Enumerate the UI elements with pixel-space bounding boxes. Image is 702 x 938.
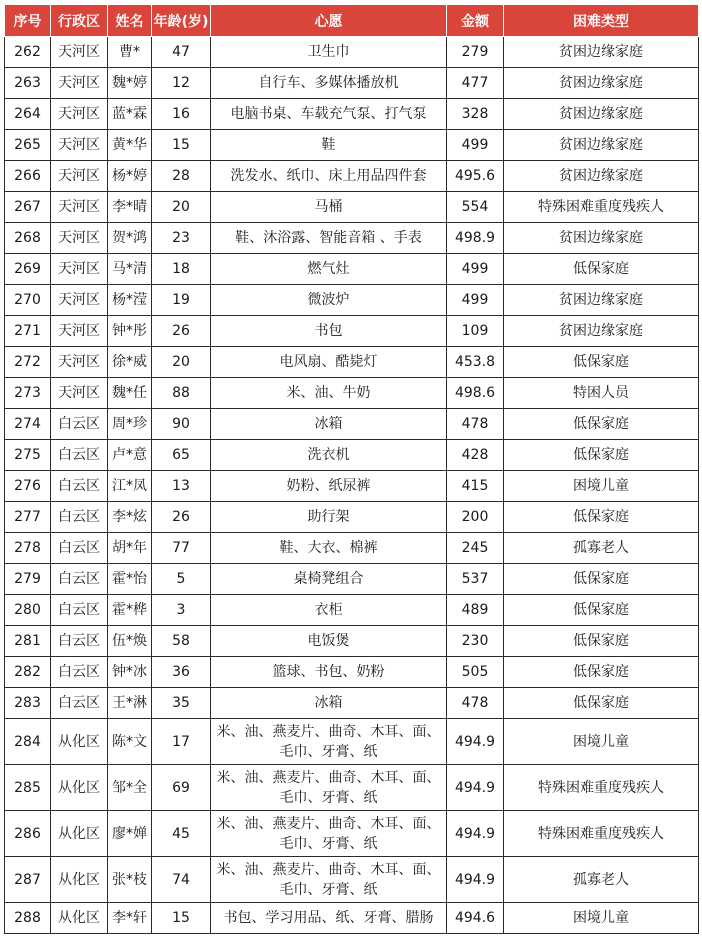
header-hardship-type: 困难类型 [504,5,699,37]
cell-amount: 478 [447,409,504,440]
cell-district: 从化区 [51,903,108,934]
header-amount: 金额 [447,5,504,37]
cell-hardship-type: 特殊困难重度残疾人 [504,192,699,223]
cell-district: 天河区 [51,37,108,68]
cell-hardship-type: 贫困边缘家庭 [504,130,699,161]
header-district: 行政区 [51,5,108,37]
cell-district: 白云区 [51,688,108,719]
cell-name: 蓝*霖 [108,99,152,130]
cell-amount: 477 [447,68,504,99]
cell-age: 15 [152,903,211,934]
cell-hardship-type: 困境儿童 [504,471,699,502]
table-row [5,502,699,533]
cell-district: 天河区 [51,161,108,192]
cell-wish: 电风扇、酷毙灯 [211,347,447,378]
cell-age: 16 [152,99,211,130]
cell-wish: 冰箱 [211,409,447,440]
cell-name: 周*珍 [108,409,152,440]
cell-amount: 415 [447,471,504,502]
cell-id: 288 [5,903,51,934]
table-row [5,378,699,409]
cell-district: 天河区 [51,223,108,254]
cell-age: 20 [152,347,211,378]
cell-district: 天河区 [51,68,108,99]
cell-age: 65 [152,440,211,471]
wish-list-table-container [4,4,698,934]
cell-amount: 554 [447,192,504,223]
table-row [5,285,699,316]
cell-age: 19 [152,285,211,316]
table-row [5,409,699,440]
cell-id: 284 [5,719,51,765]
cell-id: 269 [5,254,51,285]
cell-hardship-type: 贫困边缘家庭 [504,223,699,254]
cell-amount: 478 [447,688,504,719]
wish-list-table [4,4,699,934]
cell-district: 白云区 [51,595,108,626]
table-row [5,765,699,811]
cell-hardship-type: 贫困边缘家庭 [504,99,699,130]
table-row [5,533,699,564]
cell-name: 李*轩 [108,903,152,934]
cell-age: 17 [152,719,211,765]
cell-id: 271 [5,316,51,347]
cell-age: 5 [152,564,211,595]
cell-hardship-type: 低保家庭 [504,440,699,471]
cell-wish: 米、油、燕麦片、曲奇、木耳、面、毛巾、牙膏、纸 [211,857,447,903]
cell-district: 白云区 [51,626,108,657]
cell-age: 47 [152,37,211,68]
cell-wish: 洗衣机 [211,440,447,471]
cell-amount: 494.9 [447,765,504,811]
cell-amount: 505 [447,657,504,688]
cell-name: 魏*婷 [108,68,152,99]
cell-wish: 篮球、书包、奶粉 [211,657,447,688]
cell-amount: 495.6 [447,161,504,192]
cell-id: 268 [5,223,51,254]
cell-age: 58 [152,626,211,657]
cell-amount: 453.8 [447,347,504,378]
cell-age: 90 [152,409,211,440]
cell-district: 从化区 [51,765,108,811]
table-row [5,595,699,626]
cell-amount: 494.9 [447,719,504,765]
cell-name: 胡*年 [108,533,152,564]
header-name: 姓名 [108,5,152,37]
cell-wish: 米、油、燕麦片、曲奇、木耳、面、毛巾、牙膏、纸 [211,765,447,811]
cell-age: 69 [152,765,211,811]
cell-hardship-type: 贫困边缘家庭 [504,68,699,99]
cell-wish: 洗发水、纸巾、床上用品四件套 [211,161,447,192]
cell-id: 266 [5,161,51,192]
cell-id: 263 [5,68,51,99]
cell-district: 天河区 [51,347,108,378]
table-row [5,130,699,161]
cell-wish: 鞋 [211,130,447,161]
cell-age: 26 [152,502,211,533]
cell-id: 273 [5,378,51,409]
cell-amount: 245 [447,533,504,564]
cell-name: 卢*意 [108,440,152,471]
table-row [5,626,699,657]
cell-id: 276 [5,471,51,502]
cell-hardship-type: 低保家庭 [504,502,699,533]
cell-hardship-type: 特殊困难重度残疾人 [504,765,699,811]
cell-name: 廖*婵 [108,811,152,857]
cell-hardship-type: 贫困边缘家庭 [504,37,699,68]
cell-age: 23 [152,223,211,254]
cell-id: 277 [5,502,51,533]
cell-id: 272 [5,347,51,378]
cell-wish: 马桶 [211,192,447,223]
cell-wish: 奶粉、纸尿裤 [211,471,447,502]
cell-id: 281 [5,626,51,657]
cell-district: 天河区 [51,192,108,223]
cell-name: 张*枝 [108,857,152,903]
cell-wish: 桌椅凳组合 [211,564,447,595]
cell-district: 天河区 [51,285,108,316]
table-row [5,471,699,502]
table-row [5,857,699,903]
cell-district: 天河区 [51,316,108,347]
cell-amount: 499 [447,130,504,161]
cell-hardship-type: 贫困边缘家庭 [504,316,699,347]
cell-age: 36 [152,657,211,688]
cell-wish: 卫生巾 [211,37,447,68]
cell-amount: 200 [447,502,504,533]
table-row [5,811,699,857]
cell-name: 曹* [108,37,152,68]
cell-amount: 109 [447,316,504,347]
cell-hardship-type: 低保家庭 [504,657,699,688]
cell-hardship-type: 特殊困难重度残疾人 [504,811,699,857]
cell-amount: 279 [447,37,504,68]
cell-id: 262 [5,37,51,68]
cell-id: 278 [5,533,51,564]
header-wish: 心愿 [211,5,447,37]
cell-name: 陈*文 [108,719,152,765]
cell-id: 286 [5,811,51,857]
cell-age: 12 [152,68,211,99]
table-row [5,316,699,347]
cell-district: 白云区 [51,502,108,533]
cell-name: 霍*桦 [108,595,152,626]
cell-age: 15 [152,130,211,161]
table-row [5,719,699,765]
cell-district: 白云区 [51,657,108,688]
table-row [5,657,699,688]
cell-id: 274 [5,409,51,440]
cell-hardship-type: 困境儿童 [504,903,699,934]
cell-hardship-type: 特困人员 [504,378,699,409]
cell-wish: 助行架 [211,502,447,533]
cell-name: 魏*任 [108,378,152,409]
cell-district: 白云区 [51,471,108,502]
cell-hardship-type: 贫困边缘家庭 [504,285,699,316]
cell-wish: 米、油、燕麦片、曲奇、木耳、面、毛巾、牙膏、纸 [211,811,447,857]
header-id: 序号 [5,5,51,37]
cell-hardship-type: 孤寡老人 [504,533,699,564]
cell-district: 白云区 [51,440,108,471]
cell-id: 280 [5,595,51,626]
table-row [5,440,699,471]
cell-name: 杨*婷 [108,161,152,192]
table-row [5,223,699,254]
cell-age: 28 [152,161,211,192]
cell-id: 264 [5,99,51,130]
cell-amount: 499 [447,254,504,285]
cell-age: 74 [152,857,211,903]
header-age: 年龄(岁) [152,5,211,37]
cell-amount: 498.9 [447,223,504,254]
cell-wish: 衣柜 [211,595,447,626]
table-row [5,68,699,99]
cell-district: 天河区 [51,130,108,161]
cell-id: 283 [5,688,51,719]
cell-wish: 书包 [211,316,447,347]
cell-district: 白云区 [51,564,108,595]
cell-id: 270 [5,285,51,316]
cell-district: 天河区 [51,254,108,285]
cell-wish: 鞋、大衣、棉裤 [211,533,447,564]
cell-name: 伍*焕 [108,626,152,657]
cell-age: 20 [152,192,211,223]
cell-hardship-type: 低保家庭 [504,409,699,440]
cell-wish: 书包、学习用品、纸、牙膏、腊肠 [211,903,447,934]
cell-name: 钟*冰 [108,657,152,688]
cell-wish: 米、油、燕麦片、曲奇、木耳、面、毛巾、牙膏、纸 [211,719,447,765]
cell-name: 李*炫 [108,502,152,533]
cell-wish: 米、油、牛奶 [211,378,447,409]
cell-name: 王*淋 [108,688,152,719]
table-row [5,688,699,719]
cell-hardship-type: 困境儿童 [504,719,699,765]
cell-name: 钟*彤 [108,316,152,347]
table-row [5,192,699,223]
cell-amount: 489 [447,595,504,626]
cell-amount: 498.6 [447,378,504,409]
cell-amount: 494.9 [447,857,504,903]
cell-age: 35 [152,688,211,719]
cell-id: 282 [5,657,51,688]
cell-district: 从化区 [51,719,108,765]
cell-id: 267 [5,192,51,223]
cell-age: 45 [152,811,211,857]
cell-age: 77 [152,533,211,564]
cell-wish: 微波炉 [211,285,447,316]
table-row [5,564,699,595]
cell-name: 江*凤 [108,471,152,502]
cell-hardship-type: 低保家庭 [504,595,699,626]
cell-district: 从化区 [51,811,108,857]
cell-hardship-type: 低保家庭 [504,564,699,595]
cell-wish: 燃气灶 [211,254,447,285]
cell-age: 88 [152,378,211,409]
cell-amount: 428 [447,440,504,471]
cell-name: 霍*怡 [108,564,152,595]
cell-district: 天河区 [51,378,108,409]
cell-district: 天河区 [51,99,108,130]
header-row [5,5,699,37]
cell-id: 265 [5,130,51,161]
cell-wish: 鞋、沐浴露、智能音箱 、手表 [211,223,447,254]
cell-wish: 自行车、多媒体播放机 [211,68,447,99]
cell-name: 马*清 [108,254,152,285]
cell-district: 从化区 [51,857,108,903]
table-body [5,37,699,934]
cell-wish: 冰箱 [211,688,447,719]
table-row [5,347,699,378]
cell-amount: 230 [447,626,504,657]
cell-id: 285 [5,765,51,811]
cell-id: 275 [5,440,51,471]
cell-hardship-type: 低保家庭 [504,254,699,285]
cell-amount: 494.9 [447,811,504,857]
cell-name: 黄*华 [108,130,152,161]
table-row [5,903,699,934]
cell-amount: 494.6 [447,903,504,934]
cell-wish: 电脑书桌、车载充气泵、打气泵 [211,99,447,130]
cell-district: 白云区 [51,409,108,440]
cell-district: 白云区 [51,533,108,564]
table-row [5,254,699,285]
cell-name: 杨*滢 [108,285,152,316]
cell-name: 邹*全 [108,765,152,811]
cell-hardship-type: 低保家庭 [504,626,699,657]
cell-wish: 电饭煲 [211,626,447,657]
table-row [5,37,699,68]
cell-age: 18 [152,254,211,285]
cell-hardship-type: 孤寡老人 [504,857,699,903]
cell-amount: 537 [447,564,504,595]
cell-age: 13 [152,471,211,502]
cell-amount: 499 [447,285,504,316]
cell-id: 279 [5,564,51,595]
cell-id: 287 [5,857,51,903]
cell-name: 贺*鸿 [108,223,152,254]
cell-amount: 328 [447,99,504,130]
table-row [5,161,699,192]
cell-hardship-type: 贫困边缘家庭 [504,161,699,192]
table-row [5,99,699,130]
cell-age: 26 [152,316,211,347]
cell-name: 李*晴 [108,192,152,223]
cell-age: 3 [152,595,211,626]
cell-hardship-type: 低保家庭 [504,688,699,719]
cell-name: 徐*威 [108,347,152,378]
cell-hardship-type: 低保家庭 [504,347,699,378]
